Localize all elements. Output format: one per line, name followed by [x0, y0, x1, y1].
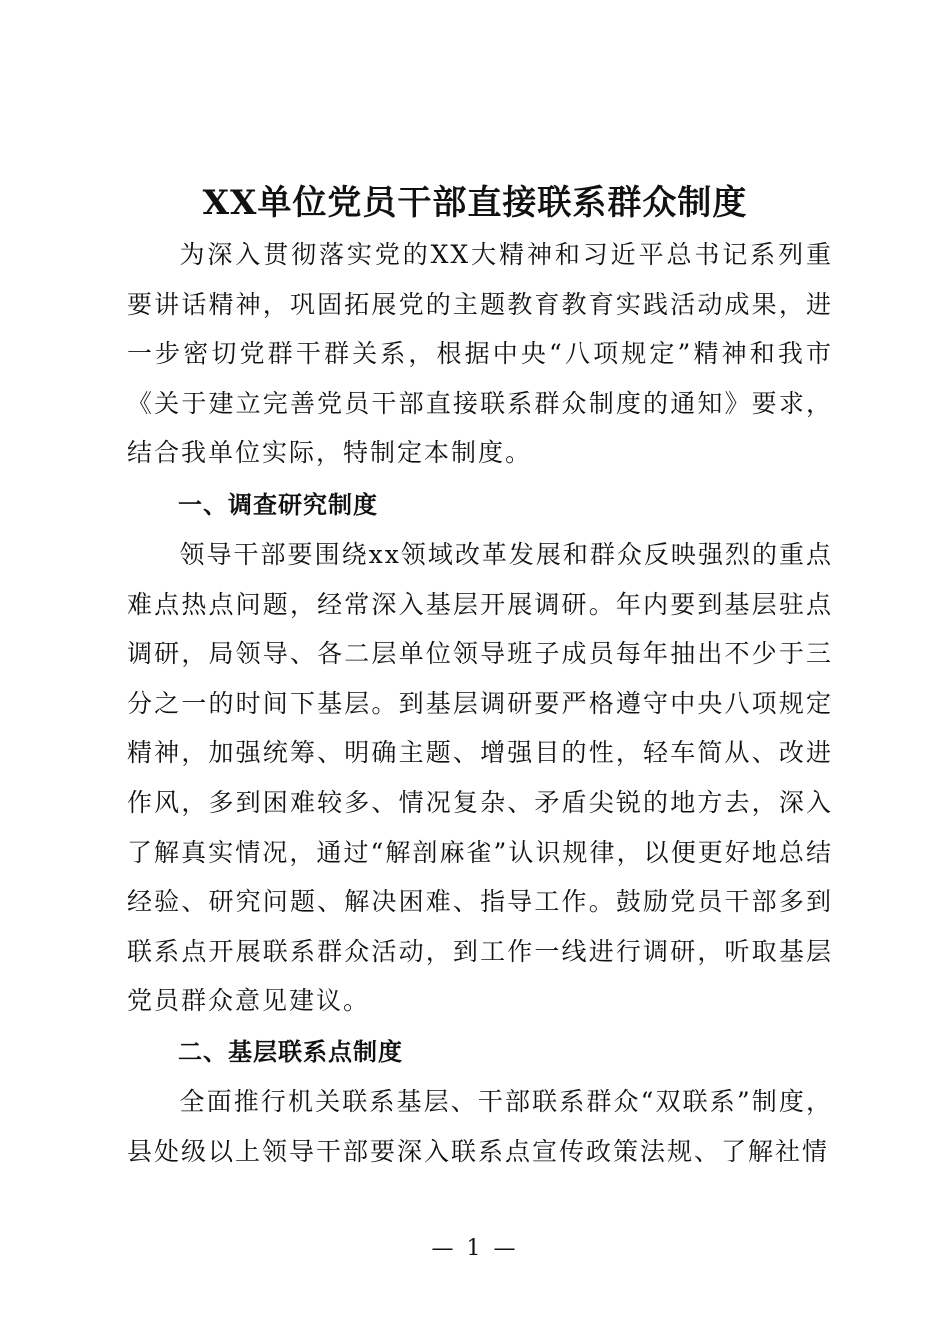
- intro-paragraph: 为深入贯彻落实党的XX大精神和习近平总书记系列重要讲话精神，巩固拓展党的主题教育教育实践活动成果，进一步密切党群干群关系，根据中央“八项规定”精神和我市《关于建立完善党员干部直接联系群众制度的通知》要求，结合我单位实际，特制定本制度。: [127, 240, 833, 468]
- section-body-research: 领导干部要围绕xx领域改革发展和群众反映强烈的重点难点热点问题，经常深入基层开展调研。年内要到基层驻点调研，局领导、各二层单位领导班子成员每年抽出不少于三分之一的时间下基层。到基层调研要严格遵守中央八项规定精神，加强统筹、明确主题、增强目的性，轻车简从、改进作风，多到困难较多、情况复杂、矛盾尖锐的地方去，深入了解真实情况，通过“解剖麻雀”认识规律，以便更好地总结经验、研究问题、解决困难、指导工作。鼓励党员干部多到联系点开展联系群众活动，到工作一线进行调研，听取基层党员群众意见建议。: [127, 540, 833, 1016]
- section-heading-research: 一、调查研究制度: [178, 491, 378, 519]
- document-title: XX单位党员干部直接联系群众制度: [202, 183, 748, 223]
- section-heading-contact-point: 二、基层联系点制度: [178, 1038, 403, 1066]
- page-number: — 1 —: [431, 1236, 519, 1261]
- section-body-contact-point: 全面推行机关联系基层、干部联系群众“双联系”制度，县处级以上领导干部要深入联系点宣传政策法规、了解社情: [127, 1087, 833, 1166]
